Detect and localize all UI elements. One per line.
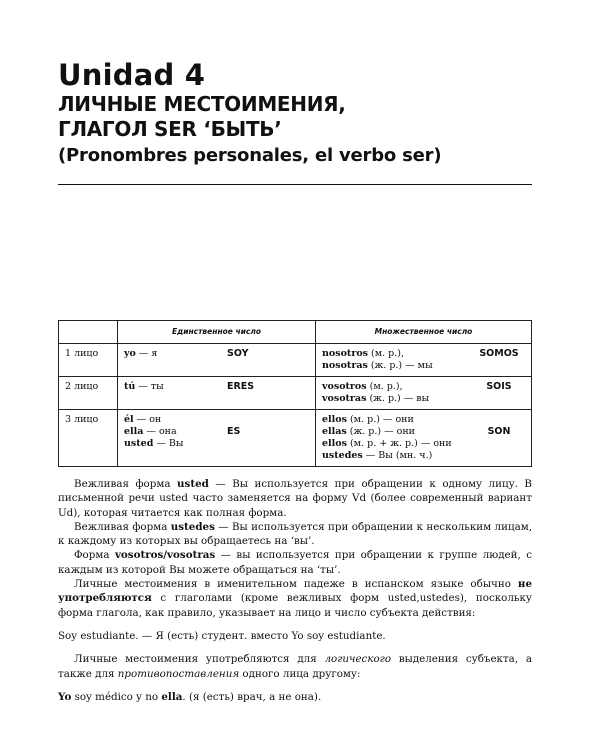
pronoun-es: ustedes — [322, 450, 363, 461]
pronoun-es: nosotras — [322, 360, 368, 371]
pronoun-ru: (м. р.), — [368, 348, 404, 359]
verb-form: SOIS — [486, 381, 512, 392]
person-cell: 3 лицо — [59, 410, 118, 467]
pronoun-es: tú — [124, 381, 136, 392]
pronoun-ru: — Вы — [153, 438, 184, 449]
pronoun-ru: (м. р. + ж. р.) — они — [346, 438, 452, 449]
pronoun-es: ellas — [322, 426, 347, 437]
verb-form: ES — [227, 426, 241, 437]
example-2: Yo soy médico y no ella. (я (есть) врач, а не она). — [58, 690, 322, 703]
pronoun-ru: (м. р.) — они — [346, 414, 414, 425]
spanish-subtitle: (Pronombres personales, el verbo ser) — [58, 145, 442, 166]
plural-cell — [316, 410, 532, 467]
plural-cell — [316, 377, 532, 410]
pronoun-es: vosotras — [322, 393, 367, 404]
verb-form: SON — [487, 426, 511, 437]
paragraph-emphasis: Личные местоимения употребляются для логического выделения субъекта, а также для противопоставления одного лица другому: — [58, 653, 532, 680]
table-header-row — [59, 321, 532, 344]
pronoun-es: vosotros — [322, 381, 367, 392]
russian-title-line-1: ЛИЧНЫЕ МЕСТОИМЕНИЯ, — [58, 92, 346, 116]
pronoun-es: él — [124, 414, 134, 425]
pronoun-es: usted — [124, 438, 154, 449]
plural-cell — [316, 344, 532, 377]
table-row — [59, 344, 532, 377]
verb-form: SOY — [227, 348, 249, 359]
singular-cell — [118, 344, 316, 377]
pronoun-ru: — он — [133, 414, 162, 425]
page-header — [58, 58, 578, 169]
pronoun-es: ellos — [322, 438, 347, 449]
pronoun-ru: (ж. р.) — вы — [366, 393, 430, 404]
pronoun-ru: (ж. р.) — мы — [367, 360, 433, 371]
example-1: Soy estudiante. — Я (есть) студент. вместо Yo soy estudiante. — [58, 629, 386, 642]
pronoun-ru: (м. р.), — [366, 381, 403, 392]
verb-form: SOMOS — [479, 348, 519, 359]
pronoun-ru: — Вы (мн. ч.) — [362, 450, 433, 461]
table-row — [59, 410, 532, 467]
paragraph-omission: Личные местоимения в именительном падеже в испанском языке обычно не употребляются с глаголами (кроме вежливых форм usted,ustedes), поскольку форма глагола, как правило, указывает на лицо и число субъекта действия: — [58, 578, 532, 619]
header-divider — [58, 184, 532, 185]
pronoun-ru: (ж. р.) — они — [346, 426, 416, 437]
singular-cell — [118, 377, 316, 410]
unit-title: Unidad 4 — [58, 58, 206, 92]
header-plural: Множественное число — [316, 321, 532, 344]
paragraph-ustedes: Вежливая форма ustedes — Вы используется при обращении к нескольким лицам, к каждому из которых вы обращаетесь на ‘вы’. — [58, 520, 532, 548]
explanation-text — [58, 477, 532, 704]
header-singular: Единственное число — [118, 321, 316, 344]
person-cell: 2 лицо — [59, 377, 118, 410]
pronoun-es: nosotros — [322, 348, 369, 359]
singular-cell — [118, 410, 316, 467]
pronoun-es: ella — [124, 426, 144, 437]
person-cell: 1 лицо — [59, 344, 118, 377]
pronoun-table — [58, 320, 532, 467]
pronoun-es: yo — [124, 348, 136, 359]
pronoun-ru: — она — [143, 426, 177, 437]
verb-form: ERES — [227, 381, 255, 392]
pronoun-es: ellos — [322, 414, 347, 425]
pronoun-ru: — ты — [135, 381, 164, 392]
paragraph-vosotros: Форма vosotros/vosotras — вы используется при обращении к группе людей, с каждым из которой Вы можете обращаться на ‘ты’. — [58, 549, 532, 576]
table-row — [59, 377, 532, 410]
paragraph-usted: Вежливая форма usted — Вы используется при обращении к одному лицу. В письменной речи usted часто заменяется на форму Vd (более современный вариант Ud), которая читается как полная форма. — [58, 478, 532, 519]
russian-title-line-2: ГЛАГОЛ SER ‘БЫТЬ’ — [58, 117, 282, 141]
header-person — [59, 321, 118, 344]
pronoun-ru: — я — [135, 348, 158, 359]
